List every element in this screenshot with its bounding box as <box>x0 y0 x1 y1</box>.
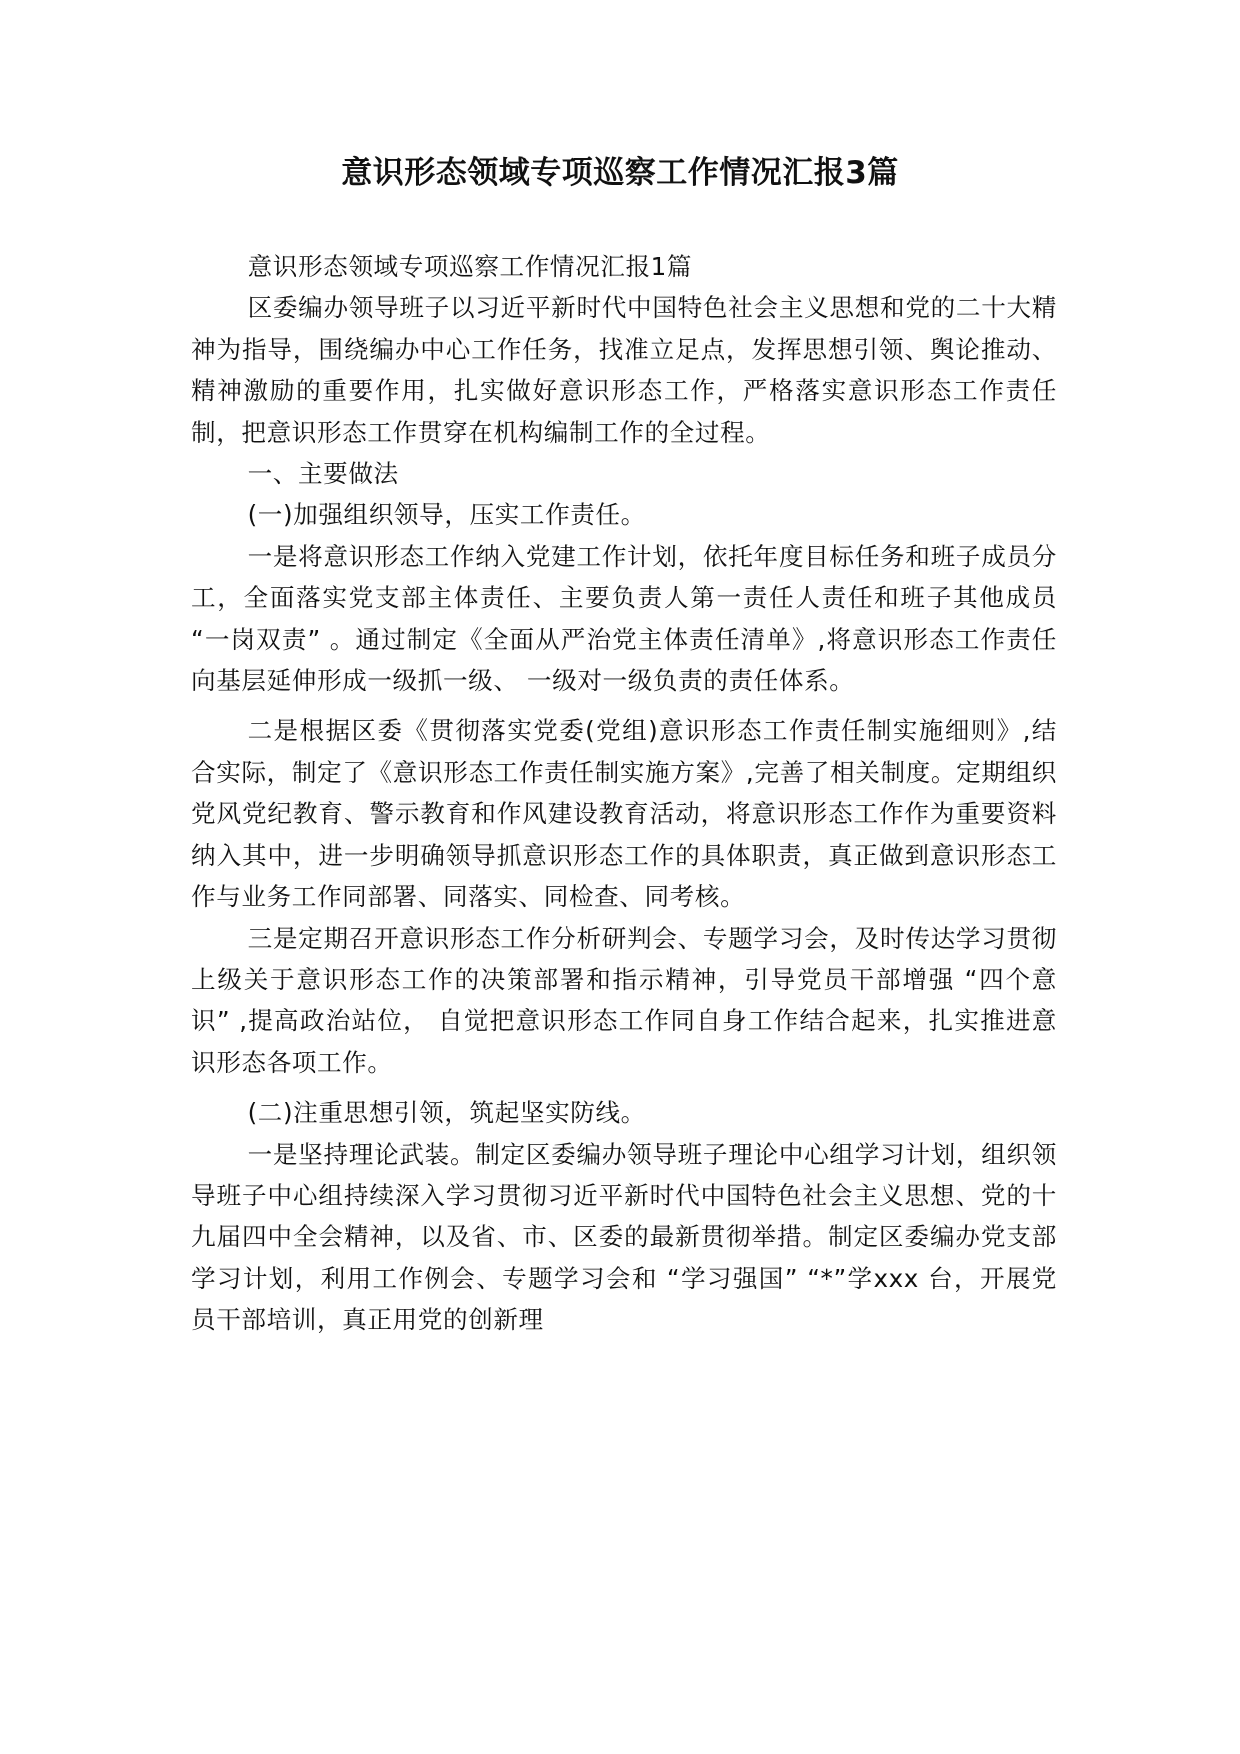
body-paragraph: 一是将意识形态工作纳入党建工作计划，依托年度目标任务和班子成员分工，全面落实党支部主体责任、主要负责人第一责任人责任和班子其他成员 “一岗双责” 。通过制定《全面从严治党主体责任清单》,将意识形态工作责任向基层延伸形成一级抓一级、 一级对一级负责的责任体系。 <box>191 541 1057 696</box>
subtitle-paragraph: 意识形态领域专项巡察工作情况汇报1篇 <box>247 252 693 281</box>
body-paragraph: 二是根据区委《贯彻落实党委(党组)意识形态工作责任制实施细则》,结合实际，制定了《意识形态工作责任制实施方案》,完善了相关制度。定期组织党风党纪教育、警示教育和作风建设教育活动，将意识形态工作作为重要资料纳入其中，进一步明确领导抓意识形态工作的具体职责，真正做到意识形态工作与业务工作同部署、同落实、同检查、同考核。 <box>191 716 1057 912</box>
subsection-heading: (二)注重思想引领，筑起坚实防线。 <box>247 1098 646 1128</box>
document-body <box>191 246 1057 1341</box>
intro-paragraph: 区委编办领导班子以习近平新时代中国特色社会主义思想和党的二十大精神为指导，围绕编办中心工作任务，找准立足点，发挥思想引领、舆论推动、精神激励的重要作用，扎实做好意识形态工作，严格落实意识形态工作责任制，把意识形态工作贯穿在机构编制工作的全过程。 <box>191 293 1057 447</box>
body-paragraph: 一是坚持理论武装。制定区委编办领导班子理论中心组学习计划，组织领导班子中心组持续深入学习贯彻习近平新时代中国特色社会主义思想、党的十九届四中全会精神，以及省、市、区委的最新贯彻举措。制定区委编办党支部学习计划，利用工作例会、专题学习会和 “学习强国” “*”学xxx 台，开展党员干部培训，真正用党的创新理 <box>191 1139 1057 1335</box>
body-paragraph: 三是定期召开意识形态工作分析研判会、专题学习会，及时传达学习贯彻上级关于意识形态工作的决策部署和指示精神，引导党员干部增强 “四个意识” ,提高政治站位， 自觉把意识形态工作同自身工作结合起来，扎实推进意识形态各项工作。 <box>191 923 1057 1077</box>
subsection-heading: (一)加强组织领导，压实工作责任。 <box>247 500 646 530</box>
document-title: 意识形态领域专项巡察工作情况汇报3篇 <box>341 155 899 191</box>
section-heading: 一、主要做法 <box>247 459 399 489</box>
